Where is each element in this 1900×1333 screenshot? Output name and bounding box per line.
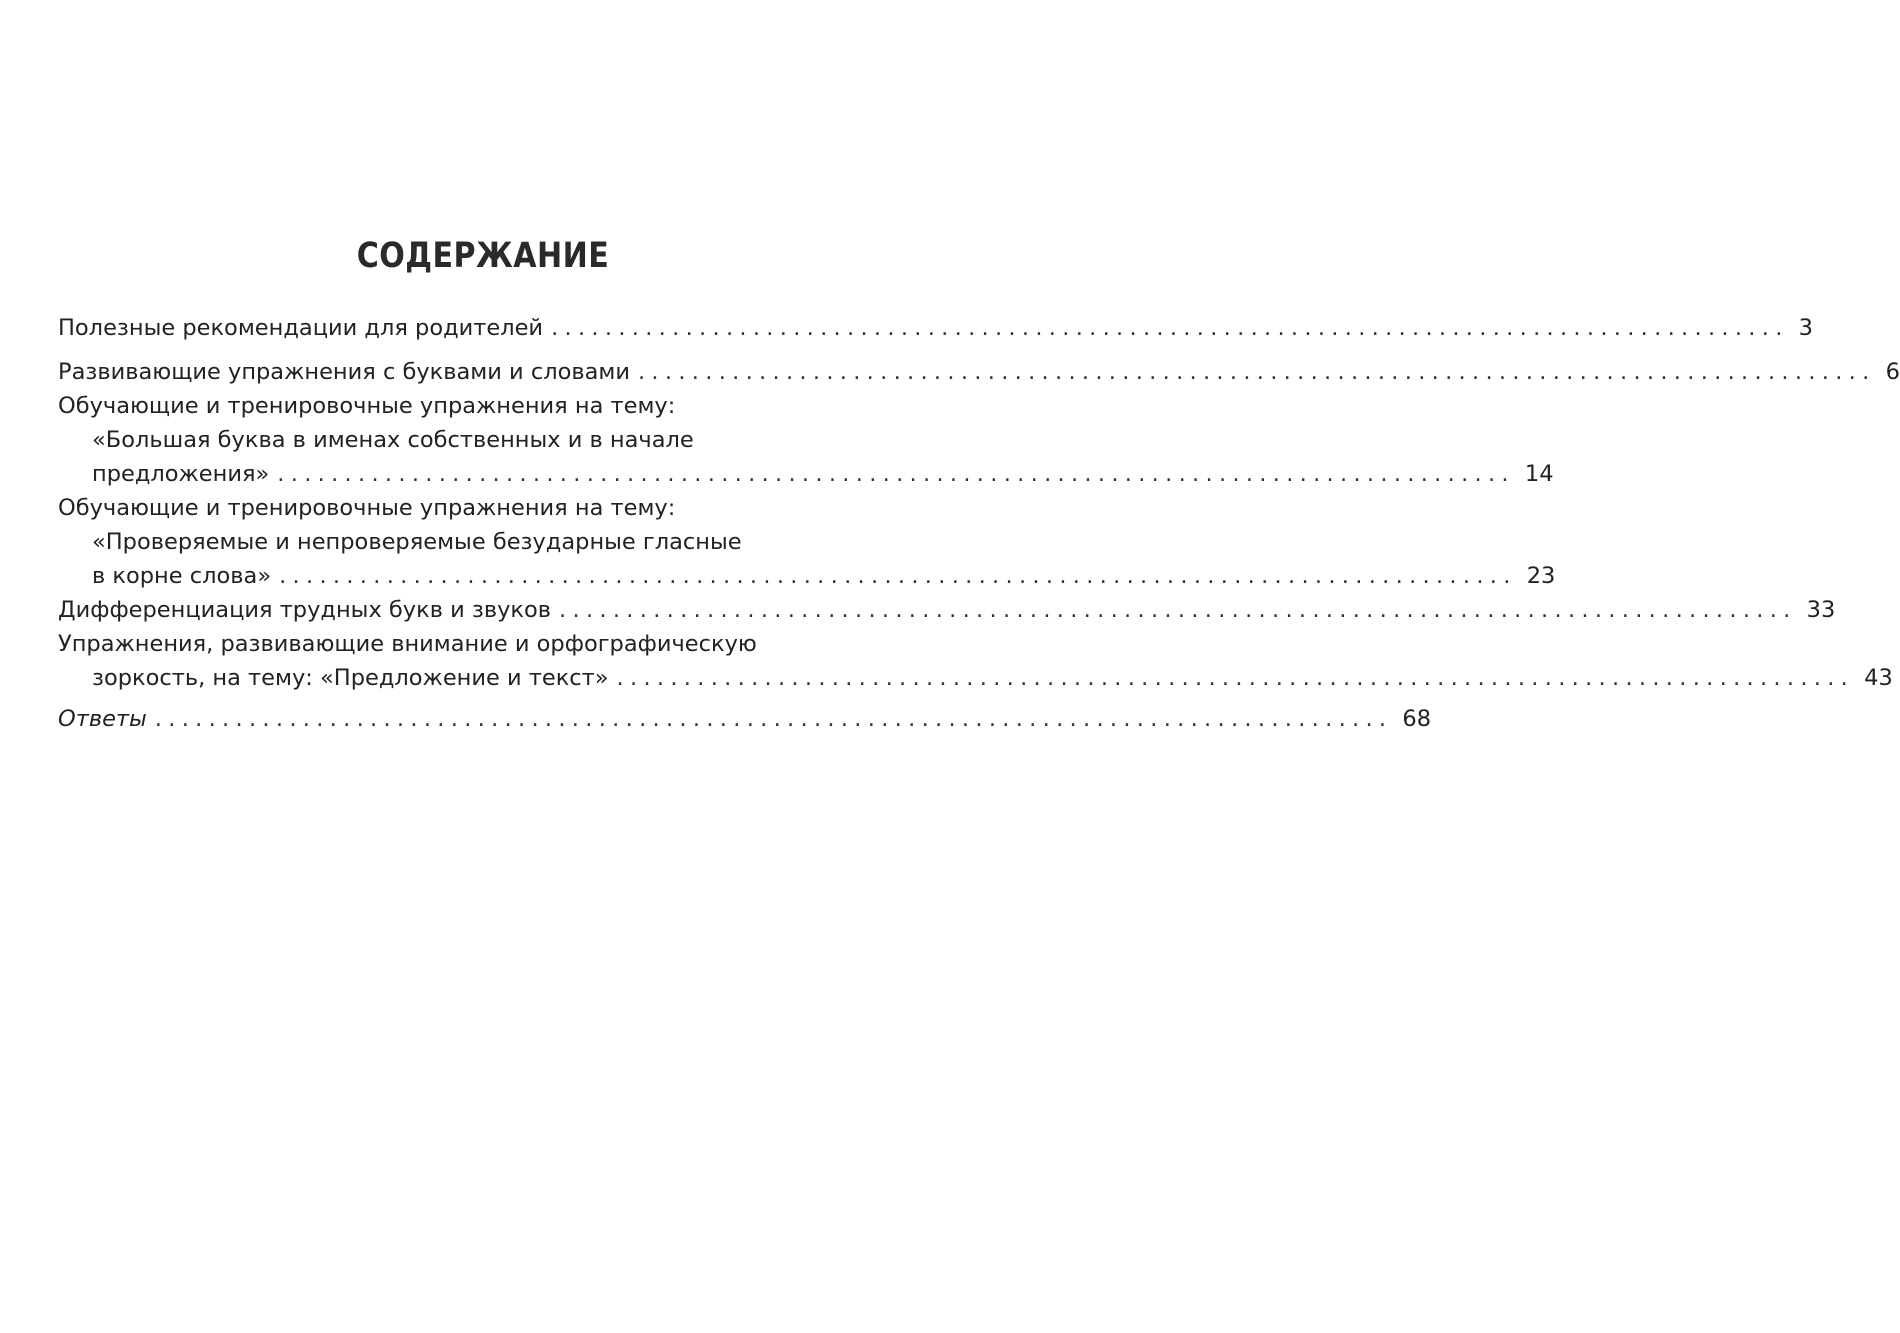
- toc-entry-title: Полезные рекомендации для родителей: [58, 315, 544, 341]
- table-of-contents: [58, 311, 1900, 736]
- toc-entry-title: Обучающие и тренировочные упражнения на тему:: [58, 495, 676, 521]
- toc-entry[interactable]: [58, 702, 1432, 736]
- toc-entry-title-continued: «Проверяемые и непроверяемые безударные гласные: [92, 529, 742, 555]
- toc-entry[interactable]: [58, 389, 1554, 491]
- toc-entry-title: Дифференциация трудных букв и звуков: [58, 597, 552, 623]
- toc-entry[interactable]: [58, 491, 1556, 593]
- toc-page-number: 23: [1526, 563, 1556, 589]
- toc-entry-title-continued: «Большая буква в именах собственных и в начале: [92, 427, 694, 453]
- page-title: СОДЕРЖАНИЕ: [356, 236, 610, 276]
- toc-entry[interactable]: [58, 355, 1900, 389]
- dot-leader: ............................................................................................: [154, 706, 1393, 732]
- toc-page-number: 6: [1885, 359, 1900, 385]
- toc-entry-title: Развивающие упражнения с буквами и словами: [58, 359, 630, 385]
- toc-page-number: 33: [1806, 597, 1836, 623]
- dot-leader: ............................................................................................: [637, 359, 1876, 385]
- toc-entry-title-continued: в корне слова»: [92, 563, 272, 589]
- toc-entry[interactable]: [58, 311, 1813, 345]
- toc-page-number: 14: [1524, 461, 1554, 487]
- dot-leader: ............................................................................................: [559, 597, 1797, 623]
- toc-entry-title-continued: предложения»: [92, 461, 270, 487]
- dot-leader: ............................................................................................: [551, 315, 1789, 341]
- toc-page-number: 68: [1402, 706, 1432, 732]
- toc-entry-title-continued: зоркость, на тему: «Предложение и текст»: [92, 665, 609, 691]
- toc-entry[interactable]: [58, 627, 1893, 695]
- toc-entry-title: Ответы: [58, 706, 147, 732]
- toc-page-number: 43: [1864, 665, 1893, 691]
- toc-entry-title: Упражнения, развивающие внимание и орфографическую: [58, 631, 757, 657]
- dot-leader: ............................................................................................: [616, 665, 1855, 691]
- toc-entry[interactable]: [58, 593, 1836, 627]
- dot-leader: ............................................................................................: [279, 563, 1517, 589]
- toc-entry-title: Обучающие и тренировочные упражнения на тему:: [58, 393, 676, 419]
- dot-leader: ............................................................................................: [277, 461, 1515, 487]
- toc-page-number: 3: [1798, 315, 1813, 341]
